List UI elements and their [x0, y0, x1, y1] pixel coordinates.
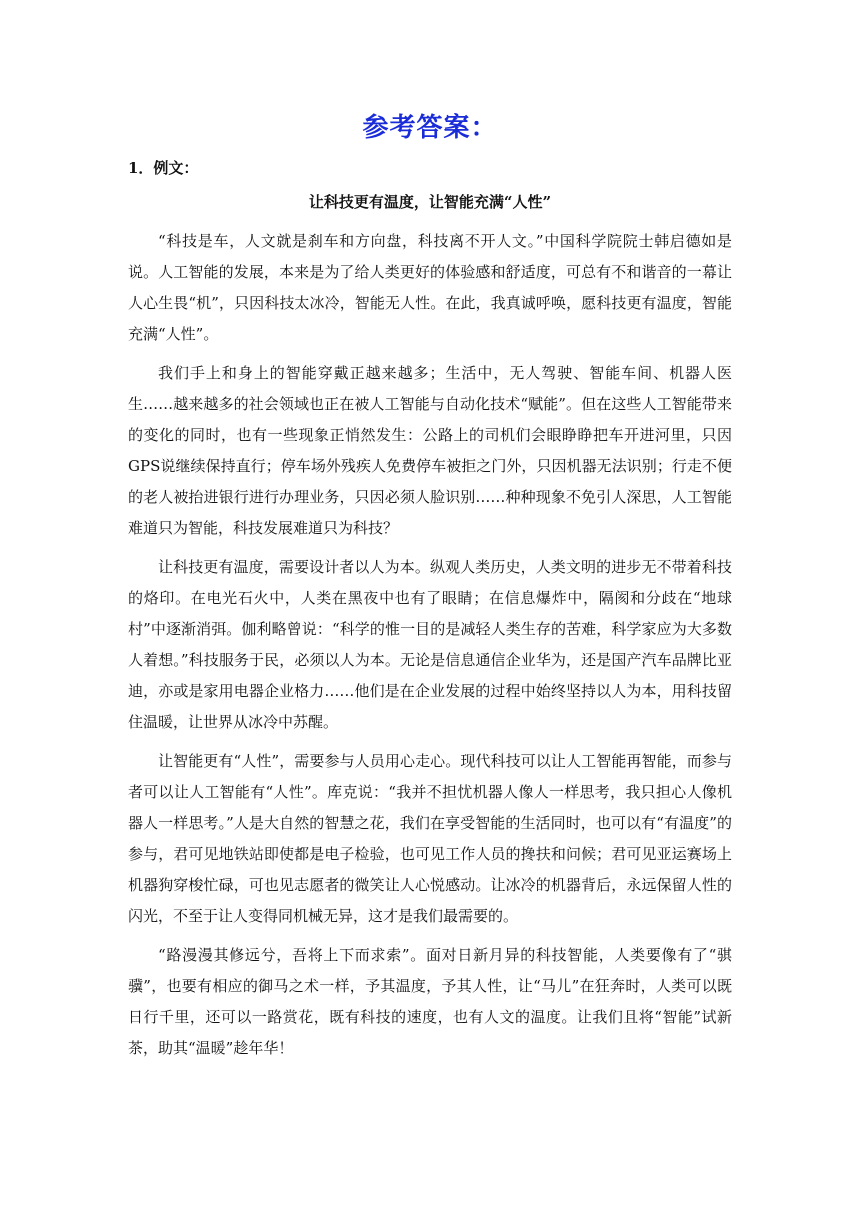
paragraph: “科技是车，人文就是刹车和方向盘，科技离不开人文。”中国科学院院士韩启德如是说。人工智能的发展，本来是为了给人类更好的体验感和舒适度，可总有不和谐音的一幕让人心生畏“机”，只因科技太冰冷，智能无人性。在此，我真诚呼唤，愿科技更有温度，智能充满“人性”。: [128, 232, 732, 343]
item-label: 1．例文：: [128, 159, 199, 177]
paragraph: 我们手上和身上的智能穿戴正越来越多；生活中，无人驾驶、智能车间、机器人医生……越来越多的社会领域也正在被人工智能与自动化技术“赋能”。但在这些人工智能带来的变化的同时，也有一些现象正悄然发生：公路上的司机们会眼睁睁把车开进河里，只因GPS说继续保持直行；停车场外残疾人免费停车被拒之门外，只因机器无法识别；行走不便的老人被抬进银行进行办理业务，只因必须人脸识别……种种现象不免引人深思，人工智能难道只为智能，科技发展难道只为科技？: [128, 364, 732, 537]
essay-title: 让科技更有温度，让智能充满“人性”: [308, 193, 552, 211]
paragraph: 让科技更有温度，需要设计者以人为本。纵观人类历史，人类文明的进步无不带着科技的烙印。在电光石火中，人类在黑夜中也有了眼睛；在信息爆炸中，隔阂和分歧在“地球村”中逐渐消弭。伽利略曾说：“科学的惟一目的是减轻人类生存的苦难，科学家应为大多数人着想。”科技服务于民，必须以人为本。无论是信息通信企业华为，还是国产汽车品牌比亚迪，亦或是家用电器企业格力……他们是在企业发展的过程中始终坚持以人为本，用科技留住温暖，让世界从冰冷中苏醒。: [128, 558, 732, 731]
essay-body: [128, 226, 732, 1072]
paragraph: “路漫漫其修远兮，吾将上下而求索”。面对日新月异的科技智能，人类要像有了“骐骥”，也要有相应的御马之术一样，予其温度，予其人性，让“马儿”在狂奔时，人类可以既日行千里，还可以一路赏花，既有科技的速度，也有人文的温度。让我们且将“智能”试新茶，助其“温暖”趁年华！: [128, 946, 732, 1057]
paragraph: 让智能更有“人性”，需要参与人员用心走心。现代科技可以让人工智能再智能，而参与者可以让人工智能有“人性”。库克说：“我并不担忧机器人像人一样思考，我只担心人像机器人一样思考。”人是大自然的智慧之花，我们在享受智能的生活同时，也可以有“有温度”的参与，君可见地铁站即使都是电子检验，也可见工作人员的搀扶和问候；君可见亚运赛场上机器狗穿梭忙碌，可也见志愿者的微笑让人心悦感动。让冰冷的机器背后，永远保留人性的闪光，不至于让人变得同机械无异，这才是我们最需要的。: [128, 752, 732, 925]
page-title: 参考答案：: [362, 113, 498, 143]
